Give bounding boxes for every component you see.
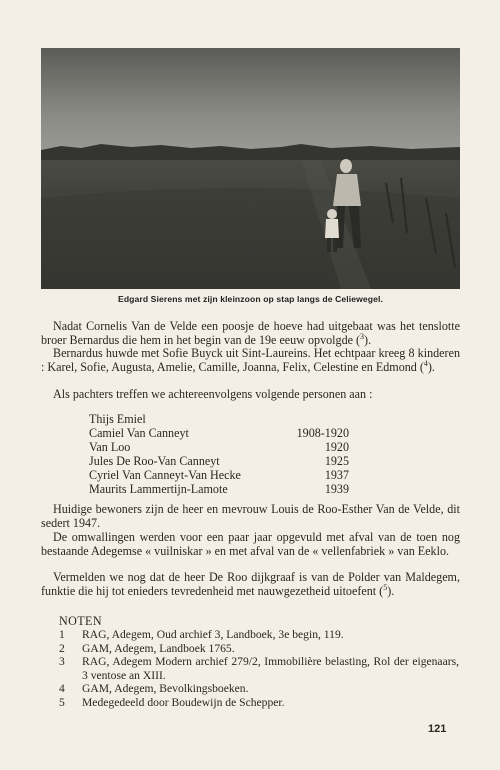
- page-number: 121: [428, 723, 447, 735]
- body-paragraph-6: Vermelden we nog dat de heer De Roo dijkgraaf is van de Polder van Maldegem, funktie die hij tot enieders tevredenheid met nauwgezetheid uitoefent ($^5$).: [41, 570, 460, 598]
- body-paragraph-4: Huidige bewoners zijn de heer en mevrouw Louis de Roo-Esther Van de Velde, dit sedert 1947.: [41, 502, 460, 530]
- photo-image: [41, 48, 460, 289]
- note-item: 5 Medegedeeld door Boudewijn de Schepper.: [59, 695, 285, 709]
- footnote-ref-5: 5: [383, 582, 388, 592]
- note-item: 3 RAG, Adegem Modern archief 279/2, Immobilière belasting, Rol der eigenaars, 3 ventose an XIII.: [59, 655, 459, 682]
- footnote-ref-4: 4: [423, 358, 428, 368]
- tenant-row: Van Loo 1920: [89, 440, 349, 455]
- body-paragraph-3: Als pachters treffen we achtereenvolgens volgende personen aan :: [53, 387, 373, 401]
- notes-heading: NOTEN: [59, 614, 102, 628]
- body-paragraph-1: Nadat Cornelis Van de Velde een poosje de hoeve had uitgebaat was het tenslotte broer Bernardus die hem in het begin van de 19e eeuw opvolgde ($^3$).: [41, 319, 460, 347]
- tenants-list: [89, 412, 349, 497]
- tenant-row: Thijs Emiel: [89, 412, 146, 426]
- note-item: 2 GAM, Adegem, Landboek 1765.: [59, 641, 235, 655]
- notes-list: [59, 628, 459, 710]
- tenant-row: Maurits Lammertijn-Lamote 1939: [89, 482, 349, 497]
- body-paragraph-5: De omwallingen werden voor een paar jaar opgevuld met afval van de toen nog bestaande Adegemse « vuilniskar » en met afval van de « vellenfabriek » van Eeklo.: [41, 530, 460, 558]
- tenant-row: Camiel Van Canneyt 1908-1920: [89, 426, 349, 441]
- body-paragraph-2: Bernardus huwde met Sofie Buyck uit Sint-Laureins. Het echtpaar kreeg 8 kinderen : Karel, Sofie, Augusta, Amelie, Camille, Joanna, Felix, Celestine en Edmond ($^4$).: [41, 346, 460, 374]
- footnote-ref-3: 3: [360, 331, 365, 341]
- photograph-field-walk: [41, 48, 460, 289]
- note-item: 1 RAG, Adegem, Oud archief 3, Landboek, 3e begin, 119.: [59, 628, 344, 641]
- photo-caption: Edgard Sierens met zijn kleinzoon op stap langs de Celiewegel.: [117, 294, 384, 304]
- note-item: 4 GAM, Adegem, Bevolkingsboeken.: [59, 682, 249, 696]
- tenant-row: Cyriel Van Canneyt-Van Hecke 1937: [89, 468, 349, 483]
- tenant-row: Jules De Roo-Van Canneyt 1925: [89, 454, 349, 469]
